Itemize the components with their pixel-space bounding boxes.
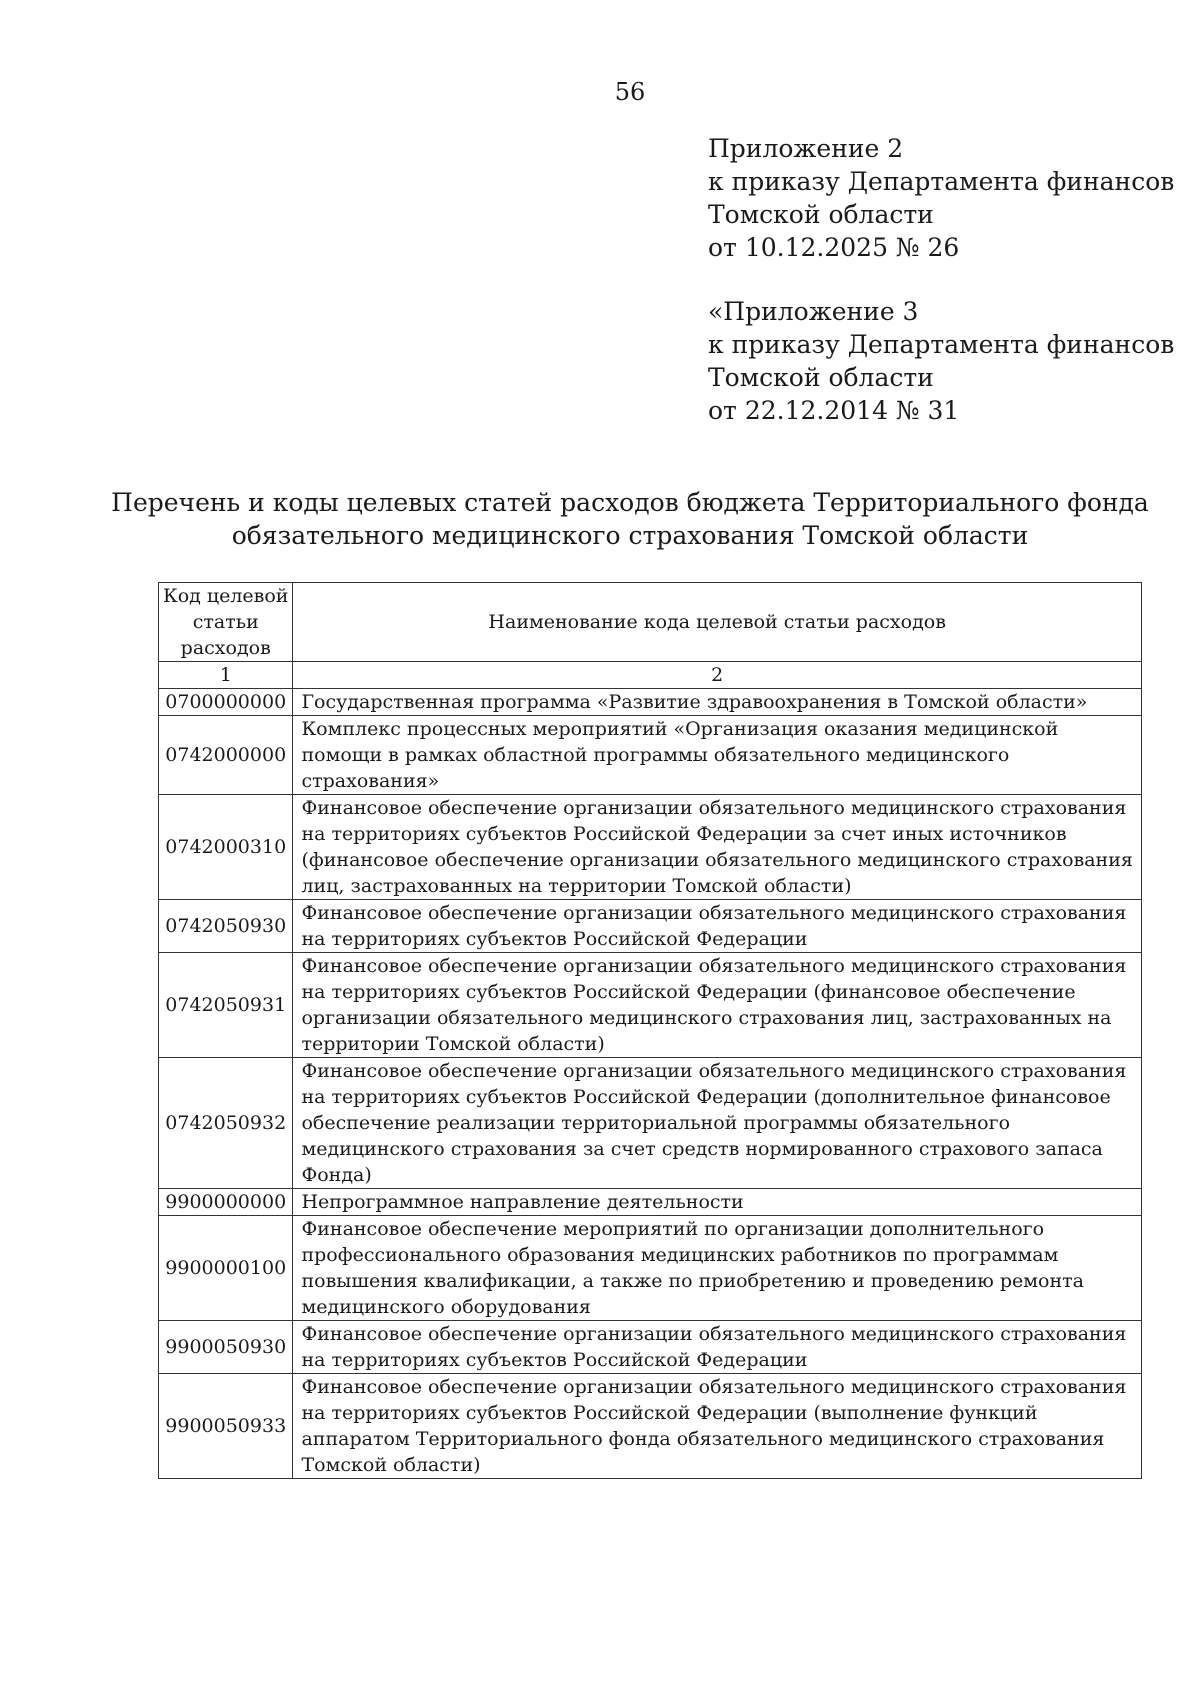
- row-name-line: Финансовое обеспечение организации обязательного медицинского страхования: [301, 1323, 1127, 1345]
- row-name-line: медицинского оборудования: [301, 1296, 591, 1318]
- row-name-line: помощи в рамках областной программы обязательного медицинского: [301, 744, 1010, 766]
- table-body: [159, 689, 1142, 1479]
- header-code-line: расходов: [180, 637, 271, 659]
- row-name-line: Финансовое обеспечение организации обязательного медицинского страхования: [301, 797, 1127, 819]
- row-name-cell: [293, 1058, 1141, 1189]
- row-code-cell: 0700000000: [159, 689, 293, 716]
- appendix-line: Томской области: [708, 363, 934, 392]
- row-name-line: на территориях субъектов Российской Федерации: [301, 1349, 808, 1371]
- row-code-cell: 0742000310: [159, 795, 293, 900]
- row-code-cell: 0742050932: [159, 1058, 293, 1189]
- row-code-cell: 9900050930: [159, 1321, 293, 1374]
- table-row: [159, 1321, 1142, 1374]
- row-name-line: Финансовое обеспечение организации обязательного медицинского страхования: [301, 955, 1127, 977]
- row-name-line: Финансовое обеспечение мероприятий по организации дополнительного: [301, 1218, 1045, 1240]
- appendix-line: от 10.12.2025 № 26: [708, 233, 960, 262]
- row-name-line: на территориях субъектов Российской Федерации (финансовое обеспечение: [301, 981, 1076, 1003]
- row-name-cell: [293, 900, 1141, 953]
- row-name-line: лиц, застрахованных на территории Томской области): [301, 875, 852, 897]
- appendix-amended-header: [708, 295, 1174, 427]
- row-name-line: страхования»: [301, 770, 440, 792]
- row-name-cell: [293, 689, 1141, 716]
- row-name-line: на территориях субъектов Российской Федерации (дополнительное финансовое: [301, 1086, 1111, 1108]
- row-code-cell: 0742050930: [159, 900, 293, 953]
- table-row: [159, 1058, 1142, 1189]
- appendix-line: Приложение 2: [708, 134, 904, 163]
- row-name-line: территории Томской области): [301, 1033, 605, 1055]
- appendix-current-header: [708, 132, 1174, 264]
- table-row: [159, 689, 1142, 716]
- column-number: 1: [159, 662, 293, 689]
- appendix-line: Томской области: [708, 200, 934, 229]
- header-code-line: статьи: [192, 611, 259, 633]
- table-row: [159, 1216, 1142, 1321]
- row-name-line: Непрограммное направление деятельности: [301, 1191, 744, 1213]
- row-code-cell: 9900000000: [159, 1189, 293, 1216]
- row-name-line: повышения квалификации, а также по приобретению и проведению ремонта: [301, 1270, 1084, 1292]
- document-title: [100, 486, 1160, 552]
- row-name-line: Комплекс процессных мероприятий «Организация оказания медицинской: [301, 718, 1059, 740]
- table-row: [159, 795, 1142, 900]
- row-name-line: Фонда): [301, 1164, 372, 1186]
- row-name-cell: [293, 795, 1141, 900]
- row-code-cell: 9900000100: [159, 1216, 293, 1321]
- row-name-line: организации обязательного медицинского страхования лиц, застрахованных на: [301, 1007, 1112, 1029]
- row-name-line: на территориях субъектов Российской Федерации за счет иных источников: [301, 823, 1067, 845]
- row-name-cell: [293, 953, 1141, 1058]
- row-name-line: профессионального образования медицинских работников по программам: [301, 1244, 1059, 1266]
- table-row: [159, 900, 1142, 953]
- appendix-line: «Приложение 3: [708, 297, 919, 326]
- row-name-line: Финансовое обеспечение организации обязательного медицинского страхования: [301, 1376, 1127, 1398]
- title-line: Перечень и коды целевых статей расходов бюджета Территориального фонда: [111, 488, 1149, 517]
- row-name-line: Финансовое обеспечение организации обязательного медицинского страхования: [301, 902, 1127, 924]
- appendix-line: от 22.12.2014 № 31: [708, 396, 960, 425]
- row-name-line: медицинского страхования за счет средств нормированного страхового запаса: [301, 1138, 1103, 1160]
- header-code-cell: [159, 583, 293, 662]
- column-number-row: [159, 662, 1142, 689]
- table-row: [159, 716, 1142, 795]
- header-code-line: Код целевой: [163, 585, 289, 607]
- row-name-line: аппаратом Территориального фонда обязательного медицинского страхования: [301, 1428, 1105, 1450]
- row-name-line: Финансовое обеспечение организации обязательного медицинского страхования: [301, 1060, 1127, 1082]
- appendix-line: к приказу Департамента финансов: [708, 167, 1175, 196]
- appendix-line: к приказу Департамента финансов: [708, 330, 1175, 359]
- target-codes-table: [158, 582, 1142, 1479]
- row-name-cell: [293, 1216, 1141, 1321]
- row-name-line: Государственная программа «Развитие здравоохранения в Томской области»: [301, 691, 1088, 713]
- row-code-cell: 9900050933: [159, 1374, 293, 1479]
- row-code-cell: 0742050931: [159, 953, 293, 1058]
- row-name-line: Томской области): [301, 1454, 481, 1476]
- column-number: 2: [293, 662, 1141, 689]
- table-row: [159, 1189, 1142, 1216]
- row-name-cell: [293, 716, 1141, 795]
- row-name-cell: [293, 1189, 1141, 1216]
- page-number: 56: [614, 78, 646, 106]
- row-name-line: на территориях субъектов Российской Федерации: [301, 928, 808, 950]
- table-row: [159, 1374, 1142, 1479]
- table-row: [159, 953, 1142, 1058]
- table-header-row: [159, 583, 1142, 662]
- row-name-cell: [293, 1321, 1141, 1374]
- row-code-cell: 0742000000: [159, 716, 293, 795]
- row-name-cell: [293, 1374, 1141, 1479]
- row-name-line: обеспечение реализации территориальной программы обязательного: [301, 1112, 1011, 1134]
- row-name-line: на территориях субъектов Российской Федерации (выполнение функций: [301, 1402, 1038, 1424]
- row-name-line: (финансовое обеспечение организации обязательного медицинского страхования: [301, 849, 1133, 871]
- header-name-cell: Наименование кода целевой статьи расходов: [293, 583, 1141, 662]
- title-line: обязательного медицинского страхования Томской области: [231, 521, 1029, 550]
